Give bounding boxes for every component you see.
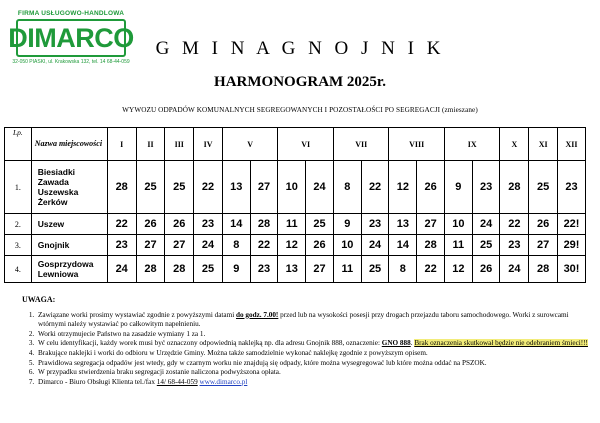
day-cell: 25 — [529, 161, 558, 214]
day-cell: 27 — [529, 235, 558, 256]
month-header: IX — [444, 128, 500, 161]
note-item: 1. Zawiązane worki prosimy wystawiać zgodnie z powyższymi datami do godz. 7.00! przed lub na wysokości posesji przy drogach przejazdu taboru samochodowego. Worki z surowcami wtórnymi należy wystawiać po całkowitym napełnieniu. — [36, 311, 592, 330]
month-header: XI — [529, 128, 558, 161]
day-cell: 23 — [472, 161, 500, 214]
day-cell: 13 — [278, 256, 306, 283]
day-cell: 27 — [165, 235, 194, 256]
month-header: I — [107, 128, 136, 161]
day-cell: 28 — [500, 161, 529, 214]
day-cell: 25 — [194, 256, 223, 283]
day-cell: 23 — [194, 214, 223, 235]
day-cell: 8 — [333, 161, 361, 214]
day-cell: 9 — [222, 256, 250, 283]
day-cell: 28 — [107, 161, 136, 214]
note-item: 7. Dimarco - Biuro Obsługi Klienta tel./fax 14/ 68-44-059 www.dimarco.pl — [36, 378, 592, 388]
table-row — [5, 214, 586, 235]
row-lp: 3. — [5, 235, 32, 256]
day-cell: 22 — [194, 161, 223, 214]
day-cell: 28 — [250, 214, 278, 235]
day-cell: 28 — [417, 235, 445, 256]
note-item: 2. Worki otrzymujecie Państwo na zasadzie wymiany 1 za 1. — [36, 330, 592, 340]
header-place: Nazwa miejscowości — [31, 128, 107, 161]
table-row — [5, 256, 586, 283]
notes-heading: UWAGA: — [22, 295, 56, 304]
day-cell: 12 — [278, 235, 306, 256]
month-header: VII — [333, 128, 389, 161]
schedule-description: WYWOZU ODPADÓW KOMUNALNYCH SEGREGOWANYCH I POZOSTAŁOŚCI PO SEGREGACJI (zmieszane) — [122, 106, 478, 114]
day-cell: 13 — [222, 161, 250, 214]
day-cell: 10 — [444, 214, 472, 235]
day-cell: 24 — [107, 256, 136, 283]
day-cell: 25 — [361, 256, 389, 283]
day-cell: 26 — [165, 214, 194, 235]
day-cell: 22 — [250, 235, 278, 256]
day-cell: 24 — [194, 235, 223, 256]
day-cell: 10 — [333, 235, 361, 256]
website-link[interactable]: www.dimarco.pl — [199, 377, 248, 386]
day-cell: 22 — [417, 256, 445, 283]
day-cell: 27 — [250, 161, 278, 214]
day-cell: 14 — [389, 235, 417, 256]
day-cell: 12 — [389, 161, 417, 214]
note-item: 4. Brakujące naklejki i worki do odbioru w Urzędzie Gminy. Można także samodzielnie wykonać naklejkę zgodnie z powyższym opisem. — [36, 349, 592, 359]
day-cell: 25 — [306, 214, 334, 235]
logo-top-text: FIRMA USŁUGOWO-HANDLOWA — [17, 10, 125, 17]
note-item: 6. W przypadku stwierdzenia braku segregacji zostanie naliczona podwyższona opłata. — [36, 368, 592, 378]
notes-list — [22, 311, 592, 388]
day-cell: 8 — [389, 256, 417, 283]
day-cell: 26 — [529, 214, 558, 235]
day-cell: 28 — [136, 256, 165, 283]
day-cell: 24 — [361, 235, 389, 256]
company-logo — [8, 10, 134, 72]
day-cell: 23 — [500, 235, 529, 256]
day-cell: 23 — [361, 214, 389, 235]
day-cell: 11 — [333, 256, 361, 283]
logo-name: DIMARCO — [8, 23, 134, 53]
logo-box — [8, 19, 134, 57]
day-cell: 22 — [107, 214, 136, 235]
day-cell: 22! — [558, 214, 586, 235]
row-lp: 4. — [5, 256, 32, 283]
day-cell: 25 — [472, 235, 500, 256]
day-cell: 12 — [444, 256, 472, 283]
row-place: Gnojnik — [31, 235, 107, 256]
logo-bottom-text: 32-050 PIASKI, ul. Krakowska 132, tel. 14 68-44-059 — [12, 59, 130, 65]
month-header: II — [136, 128, 165, 161]
table-header-row — [5, 128, 586, 161]
day-cell: 23 — [558, 161, 586, 214]
day-cell: 27 — [136, 235, 165, 256]
day-cell: 11 — [278, 214, 306, 235]
row-lp: 1. — [5, 161, 32, 214]
day-cell: 22 — [500, 214, 529, 235]
day-cell: 26 — [417, 161, 445, 214]
note-item: 5. Prawidłowa segregacja odpadów jest wtedy, gdy w czarnym worku nie znajdują się odpady, które można wysegregować lub które można oddać na PSZOK. — [36, 359, 592, 369]
day-cell: 9 — [444, 161, 472, 214]
day-cell: 27 — [306, 256, 334, 283]
day-cell: 23 — [107, 235, 136, 256]
month-header: VIII — [389, 128, 445, 161]
month-header: III — [165, 128, 194, 161]
row-lp: 2. — [5, 214, 32, 235]
day-cell: 8 — [222, 235, 250, 256]
note-item: 3. W celu identyfikacji, każdy worek musi być oznaczony odpowiednią naklejką np. dla adresu Gnojnik 888, oznaczenie: GNO 888. Brak oznaczenia skutkował będzie nie odebraniem śmieci!!! — [36, 339, 592, 349]
day-cell: 24 — [500, 256, 529, 283]
month-header: XII — [558, 128, 586, 161]
day-cell: 26 — [472, 256, 500, 283]
month-header: VI — [278, 128, 334, 161]
month-header: X — [500, 128, 529, 161]
day-cell: 9 — [333, 214, 361, 235]
day-cell: 30! — [558, 256, 586, 283]
day-cell: 26 — [306, 235, 334, 256]
day-cell: 14 — [222, 214, 250, 235]
day-cell: 28 — [165, 256, 194, 283]
schedule-title: HARMONOGRAM 2025r. — [214, 74, 386, 90]
day-cell: 24 — [472, 214, 500, 235]
day-cell: 25 — [136, 161, 165, 214]
day-cell: 28 — [529, 256, 558, 283]
day-cell: 26 — [136, 214, 165, 235]
row-place: Uszew — [31, 214, 107, 235]
day-cell: 25 — [165, 161, 194, 214]
day-cell: 27 — [417, 214, 445, 235]
row-place: Biesiadki Zawada Uszewska Żerków — [31, 161, 107, 214]
notes-section — [22, 295, 592, 387]
table-row — [5, 235, 586, 256]
month-header: V — [222, 128, 278, 161]
day-cell: 10 — [278, 161, 306, 214]
day-cell: 22 — [361, 161, 389, 214]
header-lp: Lp. — [5, 128, 32, 161]
day-cell: 24 — [306, 161, 334, 214]
schedule-table — [4, 127, 586, 283]
row-place: Gosprzydowa Lewniowa — [31, 256, 107, 283]
month-header: IV — [194, 128, 223, 161]
day-cell: 11 — [444, 235, 472, 256]
page-title: G M I N A G N O J N I K — [155, 38, 445, 59]
day-cell: 13 — [389, 214, 417, 235]
table-row — [5, 161, 586, 214]
day-cell: 23 — [250, 256, 278, 283]
day-cell: 29! — [558, 235, 586, 256]
